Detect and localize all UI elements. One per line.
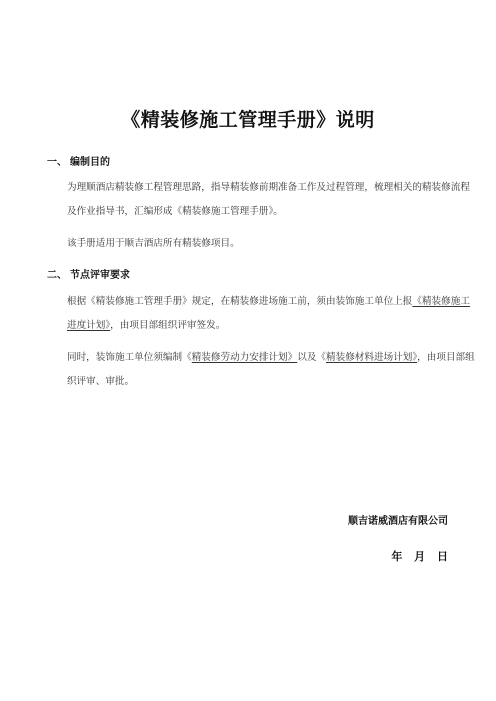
document-title: 《精装修施工管理手册》说明 <box>121 109 375 131</box>
section-title-2: 节点评审要求 <box>70 270 130 281</box>
paragraph-text: 以及《 <box>297 352 327 363</box>
section-heading-2 <box>47 266 130 281</box>
section-number-1: 一、 <box>47 157 67 168</box>
labor-plan-reference: 精装修劳动力安排计划》 <box>191 352 298 363</box>
paragraph-text: 同时，装饰施工单位须编制《 <box>67 352 192 363</box>
section-1-paragraph-1: 为理顺酒店精装修工程管理思路，指导精装修前期准备工作及过程管理，梳理相关的精装修流程及作业指导书，汇编形成《精装修施工管理手册》。 <box>67 182 470 217</box>
section-2-paragraph-1 <box>47 290 477 338</box>
paragraph-text: ，由项目部组织评审签发。 <box>110 320 226 331</box>
material-plan-reference: 精装修材料进场计划》 <box>326 352 418 363</box>
section-1-paragraph-2: 该手册适用于顺吉酒店所有精装修项目。 <box>67 238 240 249</box>
paragraph-text: ，由项目部组织评审、审批。 <box>67 352 475 387</box>
date-line: 年 月 日 <box>391 550 448 563</box>
section-heading-1 <box>47 153 110 168</box>
paragraph-text: 根据《精装修施工管理手册》规定，在精装修进场施工前，须由装饰施工单位上报 <box>67 296 413 307</box>
progress-plan-reference: 《精装修施工进度计划》 <box>67 296 470 331</box>
section-2-paragraph-2 <box>47 346 477 394</box>
company-signature: 顺吉诺威酒店有限公司 <box>348 516 448 527</box>
section-number-2: 二、 <box>47 270 67 281</box>
section-title-1: 编制目的 <box>70 157 110 168</box>
